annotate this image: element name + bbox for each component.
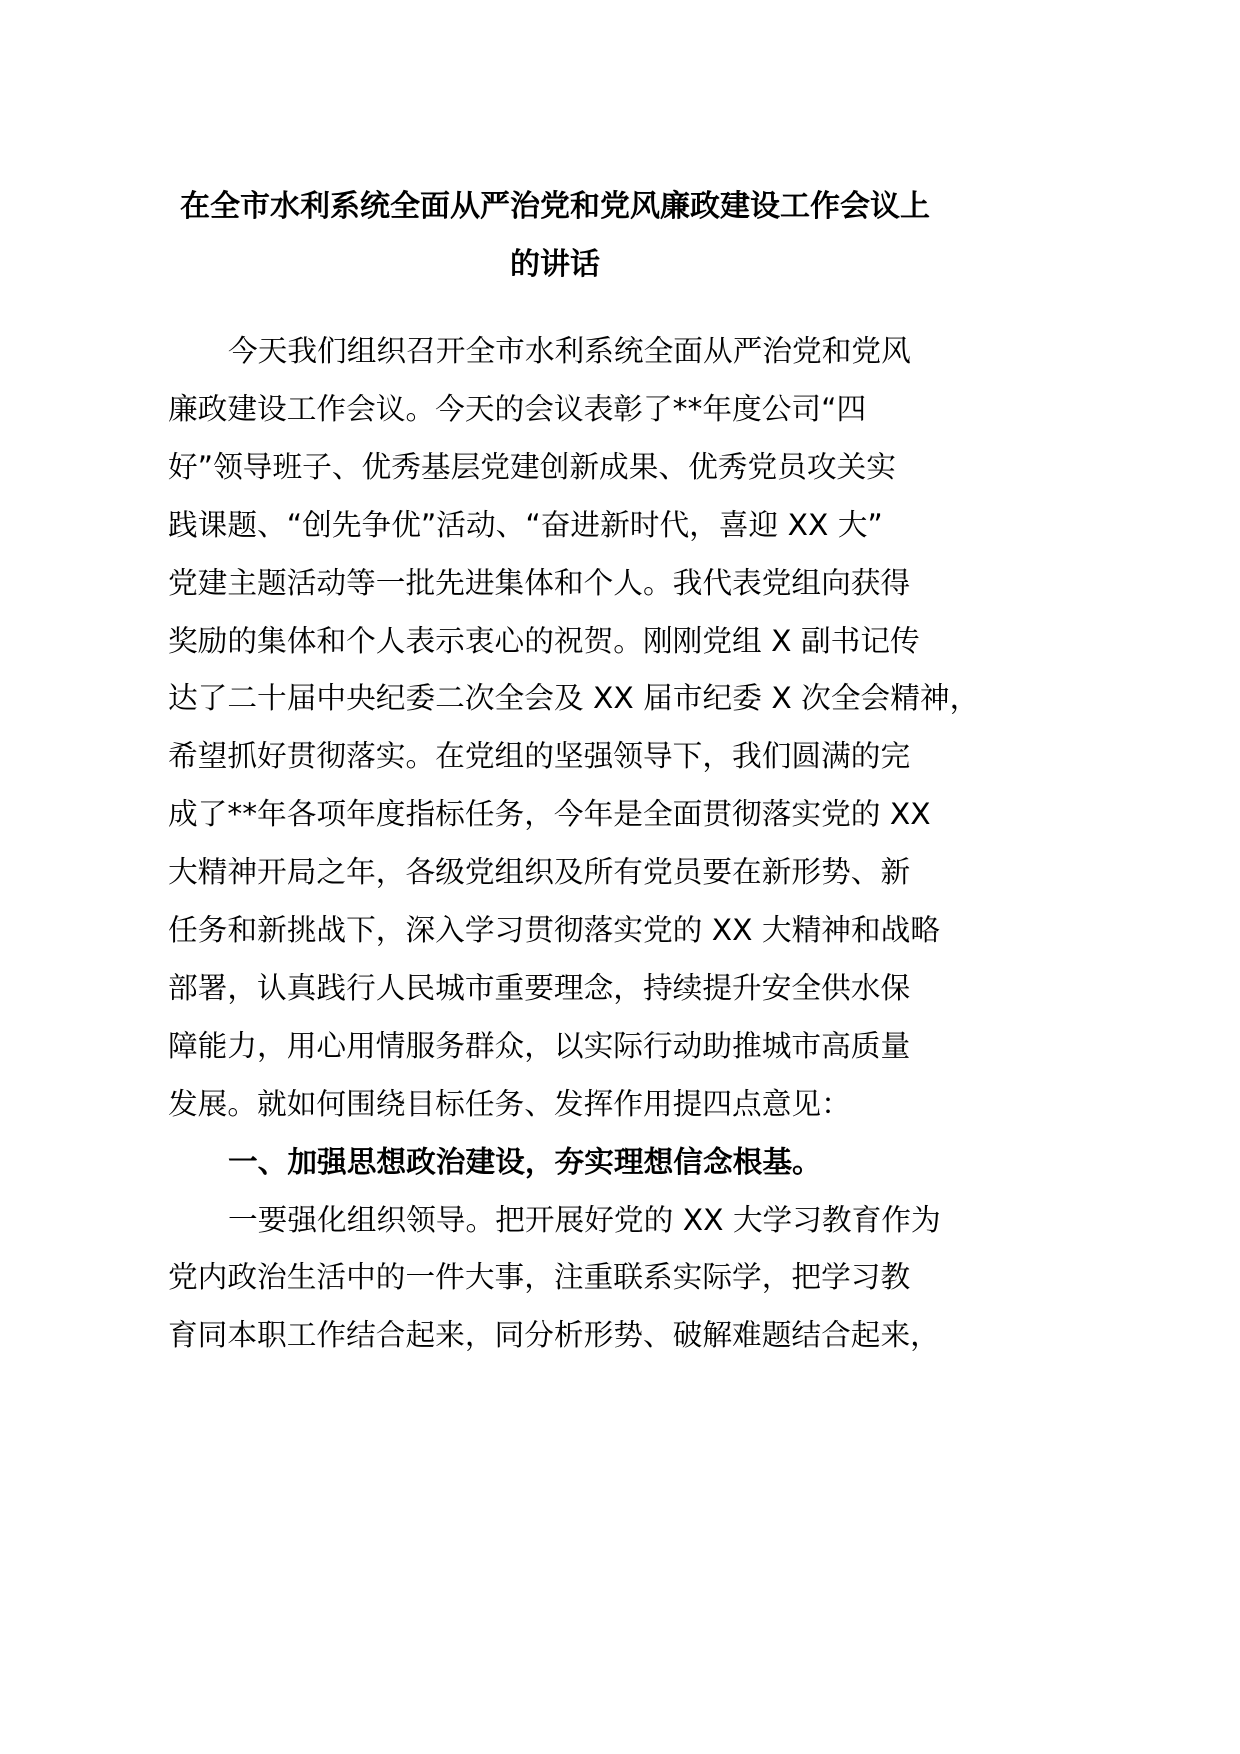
paragraph-line: 达了二十届中央纪委二次全会及 XX 届市纪委 X 次全会精神，	[168, 681, 980, 717]
paragraph-line: 党建主题活动等一批先进集体和个人。我代表党组向获得	[168, 565, 911, 601]
paragraph-line: 育同本职工作结合起来，同分析形势、破解难题结合起来，	[168, 1318, 940, 1354]
paragraph-line: 践课题、“创先争优”活动、“奋进新时代，喜迎 XX 大”	[168, 507, 883, 543]
paragraph-line: 障能力，用心用情服务群众，以实际行动助推城市高质量	[168, 1028, 911, 1064]
paragraph-line: 任务和新挑战下，深入学习贯彻落实党的 XX 大精神和战略	[168, 913, 941, 948]
paragraph-line: 大精神开局之年，各级党组织及所有党员要在新形势、新	[168, 855, 911, 891]
document-title-line-2: 的讲话	[510, 247, 600, 282]
paragraph-line: 发展。就如何围绕目标任务、发挥作用提四点意见：	[168, 1086, 851, 1122]
paragraph-line: 希望抓好贯彻落实。在党组的坚强领导下，我们圆满的完	[168, 739, 911, 775]
paragraph-line: 一要强化组织领导。把开展好党的 XX 大学习教育作为	[228, 1202, 941, 1238]
paragraph-line: 今天我们组织召开全市水利系统全面从严治党和党风	[228, 334, 911, 369]
paragraph-line: 奖励的集体和个人表示衷心的祝贺。刚刚党组 X 副书记传	[168, 623, 920, 659]
document-title-line-1: 在全市水利系统全面从严治党和党风廉政建设工作会议上	[180, 189, 930, 224]
paragraph-line: 成了**年各项年度指标任务，今年是全面贯彻落实党的 XX	[168, 797, 931, 833]
paragraph-line: 好”领导班子、优秀基层党建创新成果、优秀党员攻关实	[168, 449, 896, 485]
paragraph-line: 廉政建设工作会议。今天的会议表彰了**年度公司“四	[168, 391, 867, 427]
paragraph-line: 部署，认真践行人民城市重要理念，持续提升安全供水保	[168, 970, 911, 1006]
paragraph-line: 党内政治生活中的一件大事，注重联系实际学，把学习教	[168, 1260, 911, 1296]
section-heading: 一、加强思想政治建设，夯实理想信念根基。	[228, 1144, 822, 1180]
